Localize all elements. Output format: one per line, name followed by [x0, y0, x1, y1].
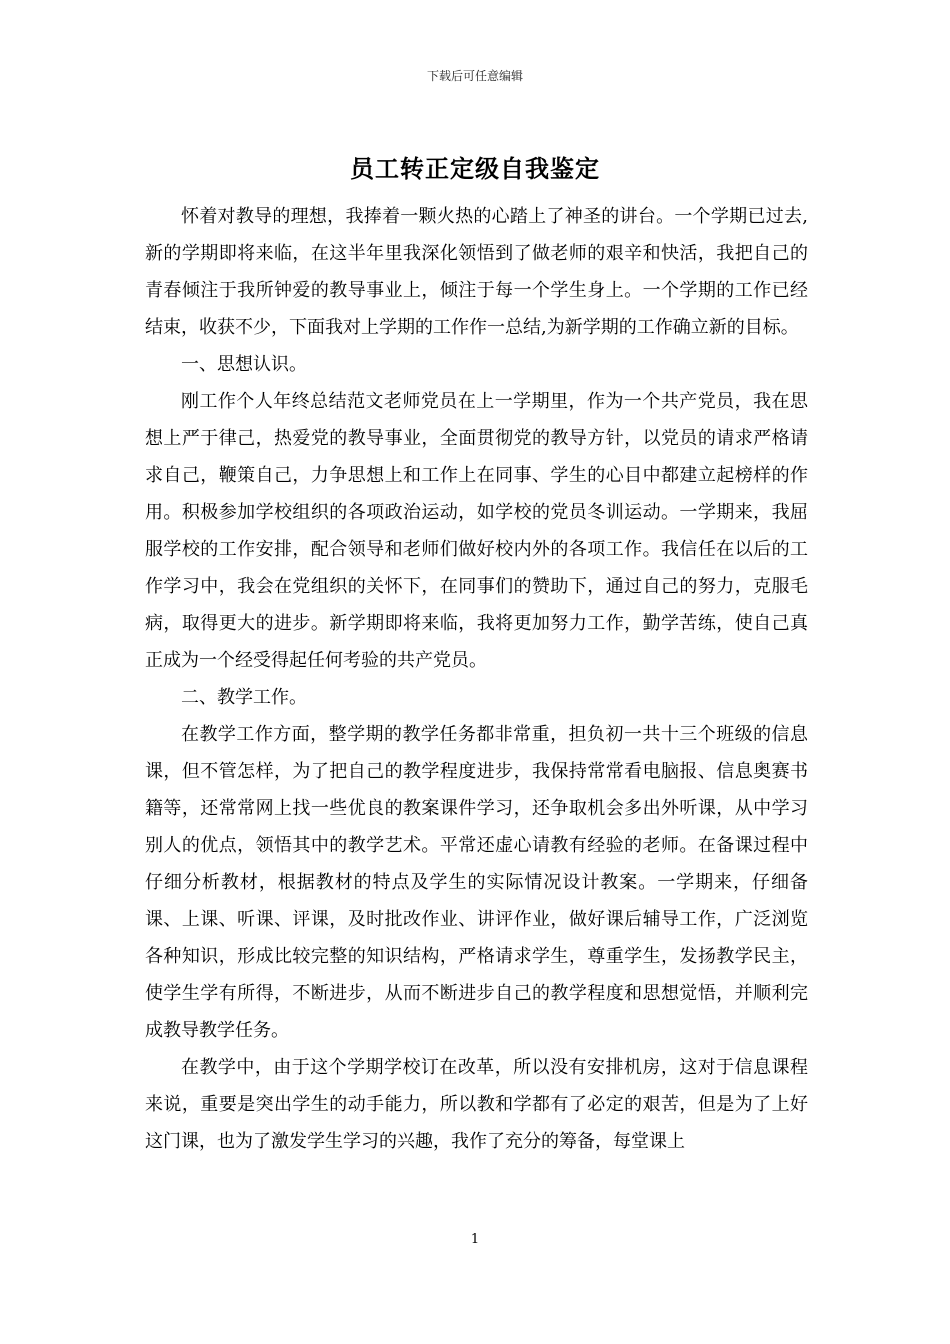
section-heading-thought: 一、思想认识。	[181, 354, 307, 375]
document-body	[145, 198, 808, 1160]
header-note: 下载后可任意编辑	[426, 69, 523, 83]
intro-paragraph: 怀着对教导的理想，我捧着一颗火热的心踏上了神圣的讲台。一个学期已过去,新的学期即将来临，在这半年里我深化领悟到了做老师的艰辛和快活，我把自己的青春倾注于我所钟爱的教导事业上，倾注于每一个学生身上。一个学期的工作已经结束，收获不少，下面我对上学期的工作作一总结,为新学期的工作确立新的目标。	[145, 206, 808, 338]
thought-paragraph: 刚工作个人年终总结范文老师党员在上一学期里，作为一个共产党员，我在思想上严于律己，热爱党的教导事业，全面贯彻党的教导方针，以党员的请求严格请求自己，鞭策自己，力争思想上和工作上在同事、学生的心目中都建立起榜样的作用。积极参加学校组织的各项政治运动，如学校的党员冬训运动。一学期来，我屈服学校的工作安排，配合领导和老师们做好校内外的各项工作。我信任在以后的工作学习中，我会在党组织的关怀下，在同事们的赞助下，通过自己的努力，克服毛病，取得更大的进步。新学期即将来临，我将更加努力工作，勤学苦练，使自己真正成为一个经受得起任何考验的共产党员。	[145, 391, 808, 671]
teaching-paragraph-continued: 在教学中，由于这个学期学校订在改革，所以没有安排机房，这对于信息课程来说，重要是突出学生的动手能力，所以教和学都有了必定的艰苦，但是为了上好这门课，也为了激发学生学习的兴趣，我作了充分的筹备，每堂课上	[145, 1057, 808, 1152]
section-heading-teaching: 二、教学工作。	[181, 687, 307, 708]
page-number: 1	[470, 1232, 480, 1247]
document-title: 员工转正定级自我鉴定	[350, 154, 600, 183]
teaching-paragraph: 在教学工作方面，整学期的教学任务都非常重，担负初一共十三个班级的信息课，但不管怎样，为了把自己的教学程度进步，我保持常常看电脑报、信息奥赛书籍等，还常常网上找一些优良的教案课件学习，还争取机会多出外听课，从中学习别人的优点，领悟其中的教学艺术。平常还虚心请教有经验的老师。在备课过程中仔细分析教材，根据教材的特点及学生的实际情况设计教案。一学期来，仔细备课、上课、听课、评课，及时批改作业、讲评作业，做好课后辅导工作，广泛浏览各种知识，形成比较完整的知识结构，严格请求学生，尊重学生，发扬教学民主，使学生学有所得，不断进步，从而不断进步自己的教学程度和思想觉悟，并顺利完成教导教学任务。	[145, 724, 808, 1041]
